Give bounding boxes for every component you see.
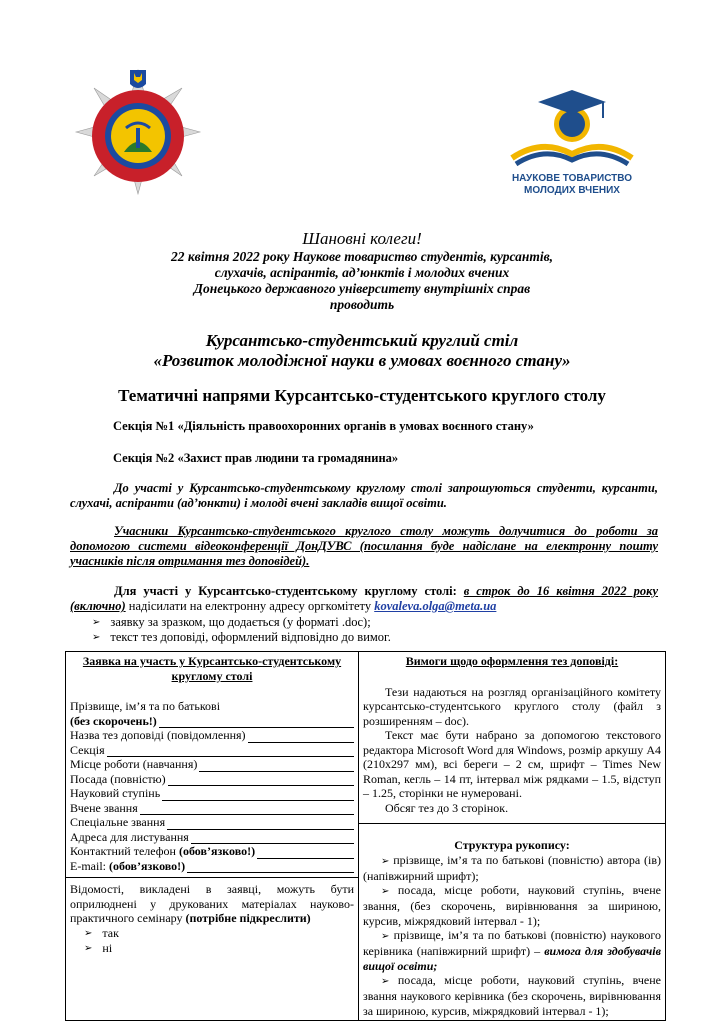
field-workplace[interactable]: Місце роботи (навчання) xyxy=(70,757,354,772)
intro-line2: слухачів, аспірантів, ад’юнктів і молодих вчених xyxy=(214,265,510,280)
structure-item-4: ➢ посада, місце роботи, науковий ступінь, вчене звання наукового керівника (без скорочень, вирівнювання за шириною, курсив, міжрядковий інтервал - 1); xyxy=(363,973,661,1018)
intro-line1: 22 квітня 2022 року Наукове товариство студентів, курсантів, xyxy=(170,249,554,264)
bullet-application xyxy=(92,615,391,630)
bullet-abstract xyxy=(92,630,391,645)
society-logo-line2: МОЛОДИХ ВЧЕНИХ xyxy=(524,185,620,196)
apply-text-c: надісилати на електронну адресу оргкомітету xyxy=(128,599,372,613)
arrow-icon: ➢ xyxy=(381,855,390,867)
society-logo-line1: НАУКОВЕ ТОВАРИСТВО xyxy=(511,173,633,184)
arrow-icon: ➢ xyxy=(381,931,390,942)
requirements-p3: Обсяг тез до 3 сторінок. xyxy=(385,800,509,815)
structure-item-3: ➢ прізвище, ім’я та по батькові (повністю) наукового керівника (напівжирний шрифт) – вимога для здобувачів вищої освіти; xyxy=(363,928,662,973)
field-position[interactable]: Посада (повністю) xyxy=(70,772,354,787)
greeting: Шановні колеги! xyxy=(302,229,422,248)
university-emblem xyxy=(68,62,208,202)
arrow-icon: ➢ xyxy=(84,942,93,954)
arrow-icon: ➢ xyxy=(381,976,390,987)
event-title-1: Курсантсько-студентський круглий стіл xyxy=(205,331,519,350)
bullet-abstract-text: текст тез доповіді, оформлений відповідно до вимог. xyxy=(110,630,391,644)
structure-item-2: ➢ посада, місце роботи, науковий ступінь, вчене звання, (без скорочень, вирівнювання за шириною, курсив, міжрядковий інтервал - 1); xyxy=(363,883,661,928)
consent-block xyxy=(66,877,358,956)
arrow-icon: ➢ xyxy=(84,927,93,939)
field-special-title[interactable]: Спеціальне звання xyxy=(70,815,354,830)
invite-paragraph: До участі у Курсантсько-студентському круглому столі запрошуються студенти, курсанти, слухачі, аспіранти (ад’юнкти) і молоді вчені закладів вищої освіти. xyxy=(70,481,658,510)
bullet-application-text: заявку за зразком, що додається (у форматі .doc); xyxy=(110,615,371,629)
requirements-title: Вимоги щодо оформлення тез доповіді: xyxy=(405,654,619,668)
topics-heading: Тематичні напрями Курсантсько-студентського круглого столу xyxy=(118,386,606,405)
field-address[interactable]: Адреса для листування xyxy=(70,830,354,845)
apply-paragraph xyxy=(70,584,658,614)
section-1 xyxy=(113,419,534,434)
structure-title: Структура рукопису: xyxy=(454,838,570,852)
apply-text-a: Для участі у Курсантсько-студентському круглому столі: xyxy=(114,584,457,598)
field-academic-title[interactable]: Вчене звання xyxy=(70,801,354,816)
field-degree[interactable]: Науковий ступінь xyxy=(70,786,354,801)
field-name[interactable]: (без скорочень!) xyxy=(70,714,354,729)
remote-paragraph: Учасники Курсантсько-студентського круглого столу можуть долучитися до роботи за допомогою системи відеоконференції ДонДУВС (посилання буде надіслане на електронну пошту учасників після отримання тез доповідей). xyxy=(70,524,658,568)
section-1-text: «Діяльність правоохоронних органів в умовах воєнного стану» xyxy=(177,419,534,433)
section-2-text: «Захист прав людини та громадянина» xyxy=(177,451,399,465)
intro-line4: проводить xyxy=(329,297,395,312)
field-name-label: Прізвище, ім’я та по батькові xyxy=(70,699,221,713)
section-2 xyxy=(113,451,398,466)
society-logo xyxy=(502,88,642,198)
event-title-2: «Розвиток молодіжної науки в умовах воєнного стану» xyxy=(153,351,571,370)
application-cell xyxy=(66,652,359,1021)
field-section[interactable]: Секція xyxy=(70,743,354,758)
intro-line3: Донецького державного університету внутрішніх справ xyxy=(193,281,531,296)
section-1-label: Секція №1 xyxy=(113,419,175,433)
application-title: Заявка на участь у Курсантсько-студентському круглому столі xyxy=(82,654,342,683)
requirements-p1: Тези надаються на розгляд організаційного комітету курсантсько-студентського круглого столу (файл з розширенням – doc). xyxy=(363,684,661,728)
section-2-label: Секція №2 xyxy=(113,451,175,465)
structure-block xyxy=(359,823,665,1018)
option-yes[interactable]: ➢ так xyxy=(84,925,119,940)
requirements-cell xyxy=(359,652,666,1021)
arrow-icon: ➢ xyxy=(92,617,101,628)
structure-item-1: ➢ прізвище, ім’я та по батькові (повністю) автора (ів) (напівжирний шрифт); xyxy=(363,852,661,883)
arrow-icon: ➢ xyxy=(92,632,101,643)
option-no[interactable]: ➢ ні xyxy=(84,940,113,955)
requirements-p2: Текст має бути набрано за допомогою текстового редактора Microsoft Word для Windows, розмір аркушу А4 (210х297 мм), всі береги – 2 см, шрифт – Times New Roman, кегль – 14 пт, інтервал між рядками – 1.5, відступ – 1.25, сторінки не нумеровані. xyxy=(363,728,661,800)
consent-text: Відомості, викладені в заявці, можуть бути оприлюднені у друкованих матеріалах науково-практичного семінару (потрібне підкреслити) xyxy=(70,882,354,925)
field-phone[interactable]: Контактний телефон (обов’язково!) xyxy=(70,844,354,859)
email-link[interactable]: kovaleva.olga@meta.ua xyxy=(374,599,497,613)
field-email[interactable]: E-mail: (обов’язково!) xyxy=(70,859,354,874)
apply-deadline: в строк до 16 квітня 2022 року (включно) xyxy=(70,584,659,613)
field-title[interactable]: Назва тез доповіді (повідомлення) xyxy=(70,728,354,743)
form-table xyxy=(65,651,666,1021)
arrow-icon: ➢ xyxy=(381,886,390,897)
